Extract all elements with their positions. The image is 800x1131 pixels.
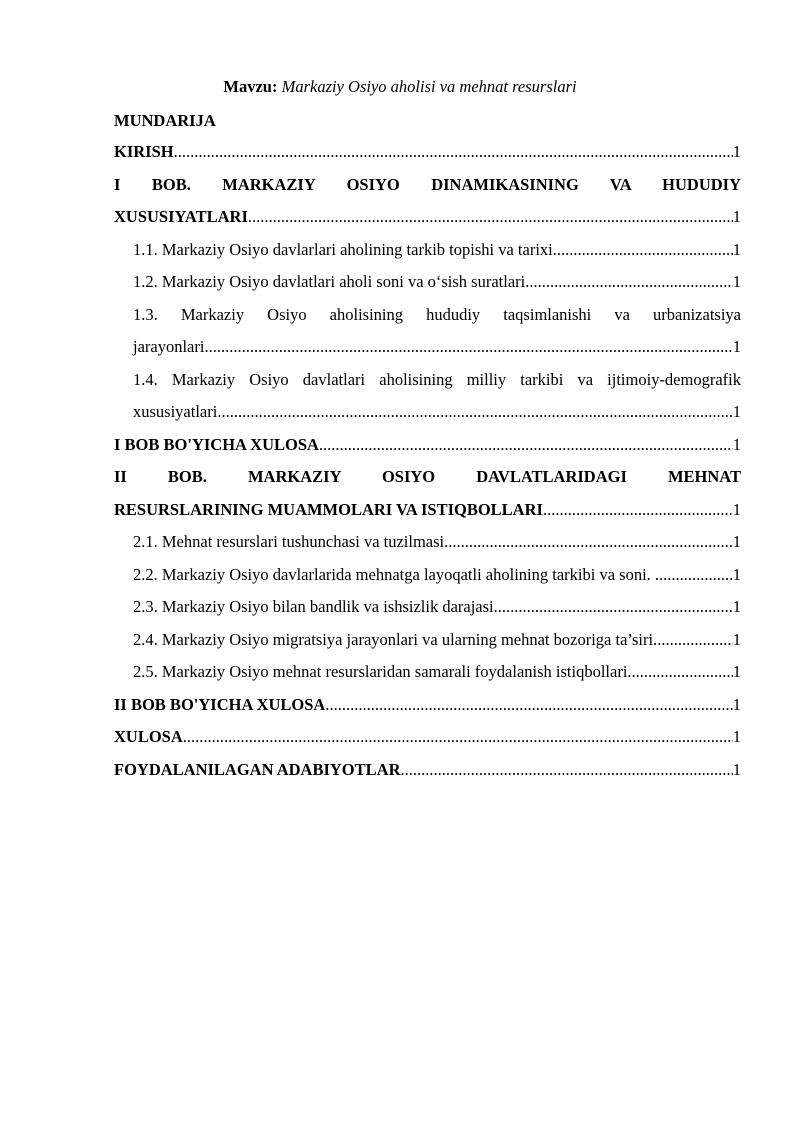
toc-entry-conclusion[interactable] bbox=[114, 726, 741, 759]
toc-page-number: 1 bbox=[732, 272, 741, 291]
toc-page-number: 1 bbox=[732, 499, 741, 519]
toc-entry-text: RESURSLARINING MUAMMOLARI VA ISTIQBOLLARI bbox=[114, 499, 543, 519]
table-of-contents bbox=[114, 141, 741, 791]
toc-page-number: 1 bbox=[732, 759, 741, 779]
toc-entry-chapter-2[interactable] bbox=[114, 499, 741, 532]
toc-page-number: 1 bbox=[732, 239, 741, 259]
dot-leader bbox=[401, 759, 733, 781]
toc-entry-text: XULOSA bbox=[114, 727, 183, 746]
toc-entry-text: 2.1. Mehnat resurslari tushunchasi va tuzilmasi bbox=[133, 532, 445, 551]
toc-entry-chapter-1[interactable] bbox=[114, 206, 741, 239]
dot-leader bbox=[656, 661, 732, 683]
toc-entry-text: II BOB. MARKAZIY OSIYO DAVLATLARIDAGI MEHNAT bbox=[114, 467, 741, 486]
toc-entry-2-4[interactable] bbox=[114, 629, 741, 662]
toc-entry-1-1[interactable] bbox=[114, 239, 741, 272]
toc-entry-1-4[interactable] bbox=[114, 401, 741, 434]
toc-entry-1-3-line1[interactable] bbox=[114, 304, 741, 337]
toc-entry-2-3[interactable] bbox=[114, 596, 741, 629]
toc-page-number: 1 bbox=[732, 629, 741, 649]
toc-entry-text: II BOB BO'YICHA XULOSA bbox=[114, 694, 326, 714]
toc-entry-text: I BOB BO'YICHA XULOSA bbox=[114, 434, 319, 454]
toc-page-number: 1 bbox=[732, 597, 741, 616]
toc-entry-1-2[interactable] bbox=[114, 271, 741, 304]
dot-leader bbox=[204, 336, 732, 358]
dot-leader bbox=[657, 629, 733, 651]
dot-leader bbox=[248, 206, 733, 228]
dot-leader bbox=[319, 434, 733, 456]
toc-entry-chapter-1-conclusion[interactable] bbox=[114, 434, 741, 467]
toc-entry-text: 2.5. Markaziy Osiyo mehnat resurslaridan samarali foydalanish istiqbollari....... bbox=[133, 662, 657, 681]
toc-page-number: 1 bbox=[732, 207, 741, 226]
dot-leader bbox=[444, 531, 733, 553]
toc-heading: MUNDARIJA bbox=[114, 111, 216, 130]
toc-page-number: 1 bbox=[732, 662, 741, 681]
dot-leader bbox=[494, 596, 733, 618]
dot-leader bbox=[174, 141, 733, 163]
toc-page-number: 1 bbox=[732, 402, 741, 421]
toc-entry-references[interactable] bbox=[114, 759, 741, 792]
toc-entry-chapter-1-line1[interactable] bbox=[114, 174, 741, 207]
toc-page-number: 1 bbox=[732, 434, 741, 454]
toc-page-number: 1 bbox=[732, 532, 741, 551]
dot-leader bbox=[659, 564, 733, 586]
toc-entry-text: 2.2. Markaziy Osiyo davlarlarida mehnatga layoqatli aholining tarkibi va soni. . bbox=[133, 564, 660, 584]
toc-entry-1-3[interactable] bbox=[114, 336, 741, 369]
dot-leader bbox=[183, 726, 733, 748]
title-label: Mavzu: bbox=[223, 77, 278, 96]
document-title bbox=[0, 76, 800, 98]
toc-entry-text: FOYDALANILAGAN ADABIYOTLAR bbox=[114, 759, 401, 779]
dot-leader bbox=[543, 499, 733, 521]
toc-entry-1-4-line1[interactable] bbox=[114, 369, 741, 402]
toc-page-number: 1 bbox=[732, 142, 741, 161]
dot-leader bbox=[553, 239, 733, 261]
toc-entry-chapter-2-conclusion[interactable] bbox=[114, 694, 741, 727]
toc-page-number: 1 bbox=[732, 337, 741, 356]
toc-page-number: 1 bbox=[732, 694, 741, 714]
dot-leader bbox=[525, 271, 733, 293]
toc-entry-text: 2.4. Markaziy Osiyo migratsiya jarayonlari va ularning mehnat bozoriga ta’siri. bbox=[133, 629, 658, 649]
toc-entry-chapter-2-line1[interactable] bbox=[114, 466, 741, 499]
toc-entry-2-2[interactable] bbox=[114, 564, 741, 597]
toc-entry-text: 1.1. Markaziy Osiyo davlarlari aholining tarkib topishi va tarixi bbox=[133, 239, 553, 259]
toc-entry-text: I BOB. MARKAZIY OSIYO DINAMIKASINING VA HUDUDIY bbox=[114, 174, 741, 194]
toc-entry-2-1[interactable] bbox=[114, 531, 741, 564]
title-text: Markaziy Osiyo aholisi va mehnat resurslari bbox=[281, 77, 577, 96]
toc-entry-text: xususiyatlari bbox=[133, 402, 218, 421]
toc-entry-text: 1.3. Markaziy Osiyo aholisining hududiy taqsimlanishi va urbanizatsiya bbox=[133, 304, 741, 324]
toc-entry-text: jarayonlari bbox=[133, 337, 205, 356]
toc-entry-text: 1.2. Markaziy Osiyo davlatlari aholi soni va o‘sish suratlari bbox=[133, 272, 526, 291]
toc-page-number: 1 bbox=[732, 727, 741, 746]
toc-entry-text: 2.3. Markaziy Osiyo bilan bandlik va ishsizlik darajasi bbox=[133, 597, 494, 616]
toc-page-number: 1 bbox=[732, 564, 741, 584]
toc-entry-text: XUSUSIYATLARI bbox=[114, 207, 248, 226]
toc-entry-text: 1.4. Markaziy Osiyo davlatlari aholisining milliy tarkibi va ijtimoiy-demografik bbox=[133, 369, 741, 389]
toc-entry-kirish[interactable] bbox=[114, 141, 741, 174]
dot-leader bbox=[217, 401, 732, 423]
toc-entry-2-5[interactable] bbox=[114, 661, 741, 694]
toc-entry-text: KIRISH bbox=[114, 142, 174, 161]
dot-leader bbox=[325, 694, 732, 716]
